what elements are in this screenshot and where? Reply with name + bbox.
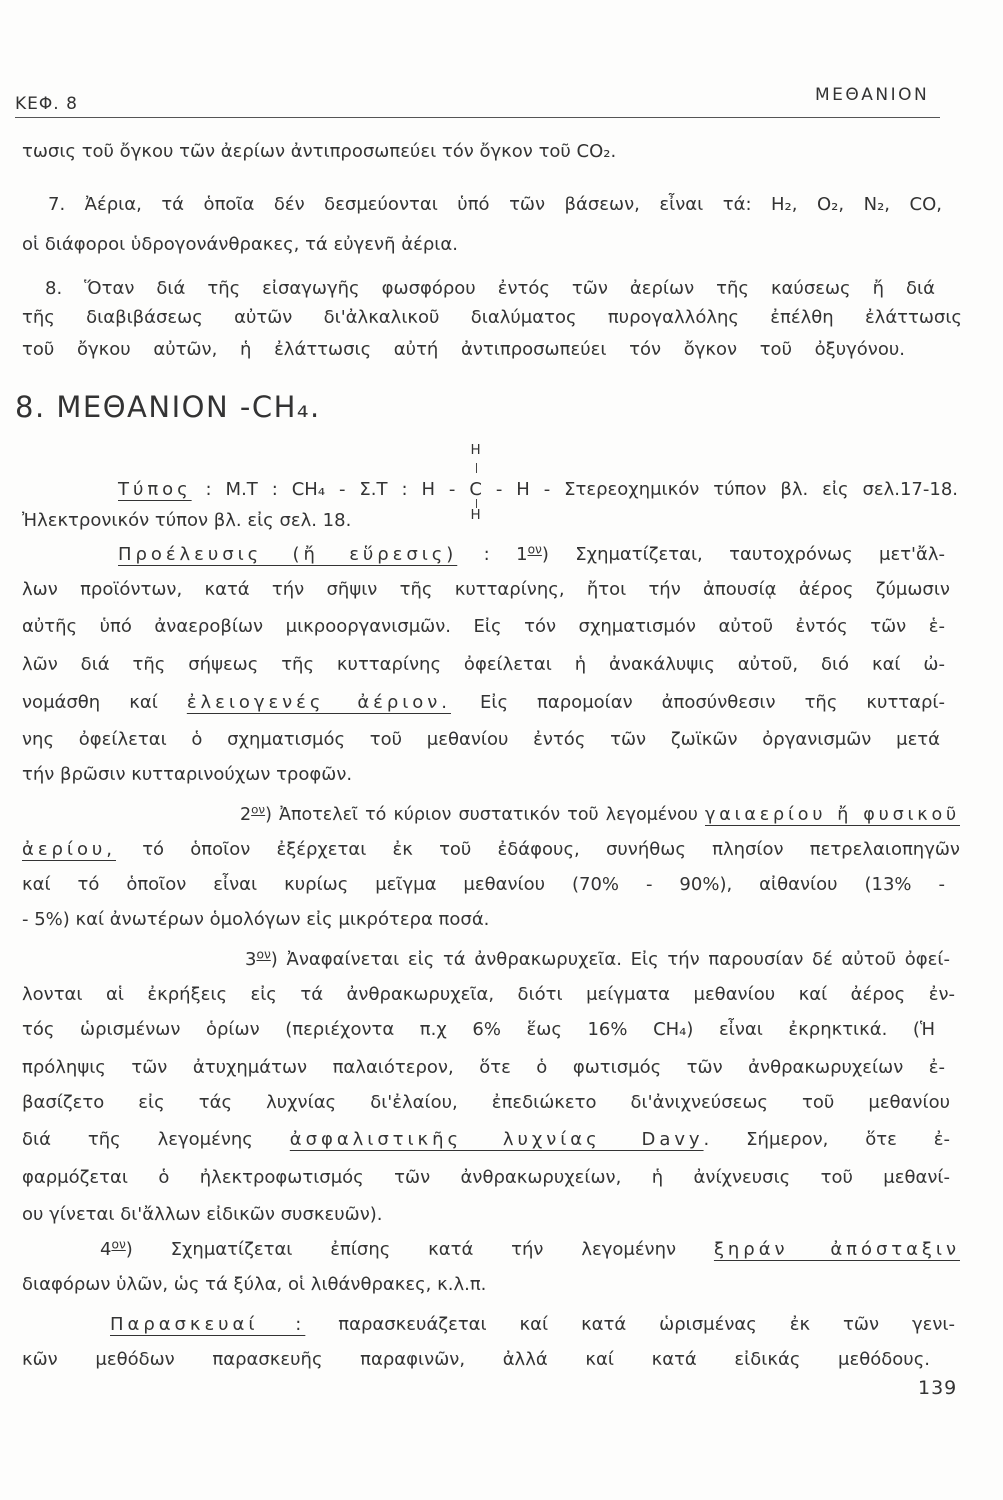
text-line: κῶν μεθόδων παρασκευῆς παραφινῶν, ἀλλά καί κατά εἰδικάς μεθόδους.	[22, 1349, 930, 1370]
text-line: διαφόρων ὑλῶν, ὡς τά ξύλα, οἱ λιθάνθρακες, κ.λ.π.	[22, 1274, 487, 1295]
text-line: καί τό ὁποῖον εἶναι κυρίως μεῖγμα μεθανίου (70% - 90%), αἰθανίου (13% -	[22, 874, 945, 895]
text-line	[240, 802, 960, 828]
chapter-label: ΚΕΦ. 8	[15, 94, 78, 114]
ordinal-suffix: ον	[111, 1237, 126, 1252]
item-number: 1	[516, 544, 528, 565]
structural-formula	[469, 442, 482, 523]
text-segment: ) Ἀναφαίνεται εἰς τά ἀνθρακωρυχεῖα. Εἰς τήν παρουσίαν δέ αὐτοῦ ὀφεί-	[270, 949, 950, 970]
running-title: ΜΕΘΑΝΙΟΝ	[815, 85, 930, 105]
text-segment: ) Ἀποτελεῖ τό κύριον συστατικόν τοῦ λεγομένου	[265, 805, 705, 825]
text-line	[22, 690, 945, 716]
section-heading: 8. ΜΕΘΑΝΙΟΝ -CH₄.	[15, 390, 321, 424]
text-line: φαρμόζεται ὁ ἠλεκτροφωτισμός τῶν ἀνθρακωρυχείων, ἡ ἀνίχνευσις τοῦ μεθανί-	[22, 1167, 950, 1188]
text-line: τωσις τοῦ ὄγκου τῶν ἀερίων ἀντιπροσωπεύει τόν ὄγκον τοῦ CO₂.	[22, 141, 617, 162]
formula-line	[118, 442, 958, 523]
bond-line-top	[476, 463, 477, 473]
text-line: λῶν διά τῆς σήψεως τῆς κυτταρίνης ὀφείλεται ἡ ἀνακάλυψις αὐτοῦ, διό καί ὠ-	[22, 654, 945, 675]
header-rule	[15, 117, 940, 118]
hydrogen-top: H	[470, 442, 481, 458]
underlined-term: γαιαερίου ἤ φυσικοῦ	[705, 805, 960, 825]
underlined-term: Παρασκευαί :	[110, 1314, 306, 1335]
ordinal-suffix: ον	[251, 802, 266, 817]
text-segment: παρασκευάζεται καί κατά ὡρισμένας ἐκ τῶν γενι-	[305, 1314, 955, 1335]
text-line: τῆς διαβιβάσεως αὐτῶν δι'ἀλκαλικοῦ διαλύματος πυρογαλλόλης ἐπέλθη ἐλάττωσις	[22, 307, 962, 328]
text-segment: νομάσθη καί	[22, 692, 187, 713]
text-line: λων προϊόντων, κατά τήν σῆψιν τῆς κυτταρίνης, ἤτοι τήν ἀπουσίᾳ ἀέρος ζύμωσιν	[22, 579, 950, 600]
text-segment: τό ὁποῖον ἐξέρχεται ἐκ τοῦ ἐδάφους, συνήθως πλησίον πετρελαιοπηγῶν	[115, 839, 960, 860]
underlined-term: ἐλειογενές ἀέριον.	[186, 692, 451, 713]
text-segment: Εἰς παρομοίαν ἀποσύνθεσιν τῆς κυτταρί-	[450, 692, 945, 713]
item-number: 3	[245, 949, 257, 970]
hydrogen-bottom: H	[470, 507, 481, 523]
ordinal-suffix: ον	[256, 947, 271, 962]
formula-text: : Μ.Τ : CH₄ - Σ.Τ : H -	[191, 479, 470, 500]
text-line: πρόληψις τῶν ἀτυχημάτων παλαιότερον, ὅτε ὁ φωτισμός τῶν ἀνθρακωρυχείων ἐ-	[22, 1057, 945, 1078]
underlined-term: ξηράν ἀπόσταξιν	[713, 1239, 960, 1260]
text-line	[110, 1312, 955, 1338]
text-line: νης ὀφείλεται ὁ σχηματισμός τοῦ μεθανίου ἐντός τῶν ζωϊκῶν ὀργανισμῶν μετά	[22, 729, 940, 750]
text-line: βασίζετο εἰς τάς λυχνίας δι'ἐλαίου, ἐπεδιώκετο δι'ἀνιχνεύσεως τοῦ μεθανίου	[22, 1092, 950, 1113]
page-number: 139	[918, 1377, 958, 1399]
text-line	[118, 542, 945, 568]
text-line: οἱ διάφοροι ὑδρογονάνθρακες, τά εὐγενῆ ἀέρια.	[22, 234, 458, 255]
carbon-atom: C	[469, 479, 482, 500]
underlined-term: ἀερίου,	[22, 839, 116, 860]
underlined-term: Προέλευσις (ἤ εὕρεσις)	[118, 544, 458, 565]
text-line	[22, 837, 960, 863]
text-segment: ) Σχηματίζεται ἐπίσης κατά τήν λεγομένην	[125, 1239, 714, 1260]
text-line: αὐτῆς ὑπό ἀναεροβίων μικροοργανισμῶν. Εἰς τόν σχηματισμόν αὐτοῦ ἐντός τῶν ἑ-	[22, 616, 945, 637]
ordinal-suffix: ον	[527, 542, 542, 557]
text-line	[245, 947, 950, 973]
underlined-term: ἀσφαλιστικῆς λυχνίας Davy	[289, 1129, 704, 1150]
formula-text: - H - Στερεοχημικόν τύπον βλ. εἰς σελ.17-18.	[481, 479, 958, 500]
text-line: λονται αἱ ἐκρήξεις εἰς τά ἀνθρακωρυχεῖα, διότι μείγματα μεθανίου καί ἀέρος ἐν-	[22, 984, 955, 1005]
text-line: ου γίνεται δι'ἄλλων εἰδικῶν συσκευῶν).	[22, 1204, 383, 1225]
text-line	[22, 1127, 950, 1153]
text-segment: :	[457, 544, 517, 565]
text-line: Ἠλεκτρονικόν τύπον βλ. εἰς σελ. 18.	[22, 510, 352, 531]
text-line: 8. Ὅταν διά τῆς εἰσαγωγῆς φωσφόρου ἐντός τῶν ἀερίων τῆς καύσεως ἤ διά	[45, 278, 935, 299]
text-segment: διά τῆς λεγομένης	[22, 1129, 290, 1150]
text-line: τοῦ ὄγκου αὐτῶν, ἡ ἐλάττωσις αὐτή ἀντιπροσωπεύει τόν ὄγκον τοῦ ὀξυγόνου.	[22, 339, 905, 360]
text-line: τός ὡρισμένων ὁρίων (περιέχοντα π.χ 6% ἕως 16% CH₄) εἶναι ἐκρηκτικά. (Ἡ	[22, 1019, 935, 1040]
text-segment: . Σήμερον, ὅτε ἐ-	[703, 1129, 951, 1150]
text-line	[100, 1237, 960, 1263]
text-line: τήν βρῶσιν κυτταρινούχων τροφῶν.	[22, 764, 353, 785]
item-number: 4	[100, 1239, 112, 1260]
underlined-term: Τύπος	[118, 479, 192, 500]
item-number: 2	[240, 805, 252, 825]
text-line: - 5%) καί ἀνωτέρων ὁμολόγων εἰς μικρότερα ποσά.	[22, 909, 490, 930]
text-segment: ) Σχηματίζεται, ταυτοχρόνως μετ'ἄλ-	[541, 544, 945, 565]
text-line: 7. Ἀέρια, τά ὁποῖα δέν δεσμεύονται ὑπό τῶν βάσεων, εἶναι τά: H₂, O₂, N₂, CO,	[48, 194, 942, 215]
